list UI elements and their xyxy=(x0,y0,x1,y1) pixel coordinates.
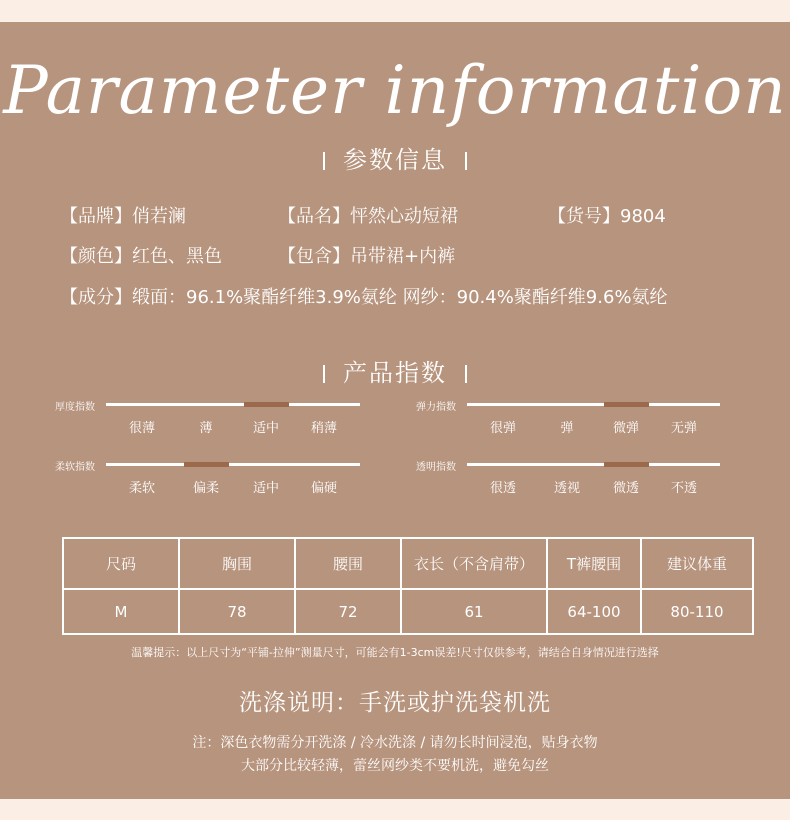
parameter-card xyxy=(0,22,790,799)
table-cell: 61 xyxy=(401,589,547,634)
info-name: 【品名】怦然心动短裙 xyxy=(278,206,458,227)
scale-option: 微弹 xyxy=(612,421,639,436)
scale-line xyxy=(467,403,720,406)
table-header-cell: 尺码 xyxy=(63,538,179,589)
info-material: 【成分】缎面：96.1%聚酯纤维3.9%氨纶 网纱：90.4%聚酯纤维9.6%氨纶 xyxy=(60,287,668,308)
index-title-text: 产品指数 xyxy=(343,359,447,387)
scale-label: 弹力指数 xyxy=(416,402,456,413)
table-header-row xyxy=(63,538,753,589)
scale-option: 很透 xyxy=(489,481,516,496)
scale-option: 柔软 xyxy=(128,481,155,496)
table-header-cell: 胸围 xyxy=(179,538,295,589)
table-header-cell: 腰围 xyxy=(295,538,401,589)
scale-option: 偏柔 xyxy=(192,481,219,496)
scale-option: 透视 xyxy=(553,481,580,496)
table-header-cell: 建议体重 xyxy=(641,538,753,589)
scale-selected-mark xyxy=(184,462,229,467)
table-header-cell: T裤腰围 xyxy=(547,538,641,589)
scale-line xyxy=(467,463,720,466)
scale-label: 柔软指数 xyxy=(55,462,95,473)
table-header-cell: 衣长（不含肩带） xyxy=(401,538,547,589)
scale-option: 微透 xyxy=(612,481,639,496)
info-include: 【包含】吊带裙+内裤 xyxy=(278,246,456,267)
wash-note-line: 注：深色衣物需分开洗涤 / 冷水洗涤 / 请勿长时间浸泡，贴身衣物 xyxy=(192,735,598,751)
info-sku: 【货号】9804 xyxy=(548,206,666,227)
table-cell: 72 xyxy=(295,589,401,634)
param-title-text: 参数信息 xyxy=(343,146,447,174)
scale-option: 稍薄 xyxy=(310,421,337,436)
table-row xyxy=(63,589,753,634)
scale-label: 透明指数 xyxy=(416,462,456,473)
info-brand: 【品牌】俏若澜 xyxy=(60,206,186,227)
size-table xyxy=(62,537,754,635)
scale-option: 弹 xyxy=(560,421,574,436)
title-divider-left xyxy=(323,365,325,383)
wash-note-line: 大部分比较轻薄，蕾丝网纱类不要机洗，避免勾丝 xyxy=(241,758,549,774)
title-divider-right xyxy=(465,365,467,383)
scale-label: 厚度指数 xyxy=(55,402,95,413)
scale-selected-mark xyxy=(604,462,649,467)
table-cell: 80-110 xyxy=(641,589,753,634)
scale-selected-mark xyxy=(604,402,649,407)
scale-line xyxy=(106,403,360,406)
scale-option: 很薄 xyxy=(128,421,155,436)
scale-selected-mark xyxy=(244,402,289,407)
param-section-title xyxy=(0,140,790,175)
size-tip: 温馨提示：以上尺寸为“平铺-拉伸”测量尺寸，可能会有1-3cm误差!尺寸仅供参考，请结合自身情况进行选择 xyxy=(131,646,659,659)
index-section-title xyxy=(0,353,790,388)
table-cell: 78 xyxy=(179,589,295,634)
scale-option: 很弹 xyxy=(489,421,516,436)
scale-option: 不透 xyxy=(670,481,697,496)
page-heading: Parameter information xyxy=(3,52,787,129)
info-color: 【颜色】红色、黑色 xyxy=(60,246,222,267)
scale-line xyxy=(106,463,360,466)
scale-option: 薄 xyxy=(199,421,213,436)
title-divider-right xyxy=(465,152,467,170)
table-cell: M xyxy=(63,589,179,634)
scale-option: 无弹 xyxy=(670,421,697,436)
table-cell: 64-100 xyxy=(547,589,641,634)
scale-option: 适中 xyxy=(252,481,279,496)
title-divider-left xyxy=(323,152,325,170)
wash-title: 洗涤说明：手洗或护洗袋机洗 xyxy=(239,690,551,716)
scale-option: 偏硬 xyxy=(310,481,337,496)
scale-option: 适中 xyxy=(252,421,279,436)
